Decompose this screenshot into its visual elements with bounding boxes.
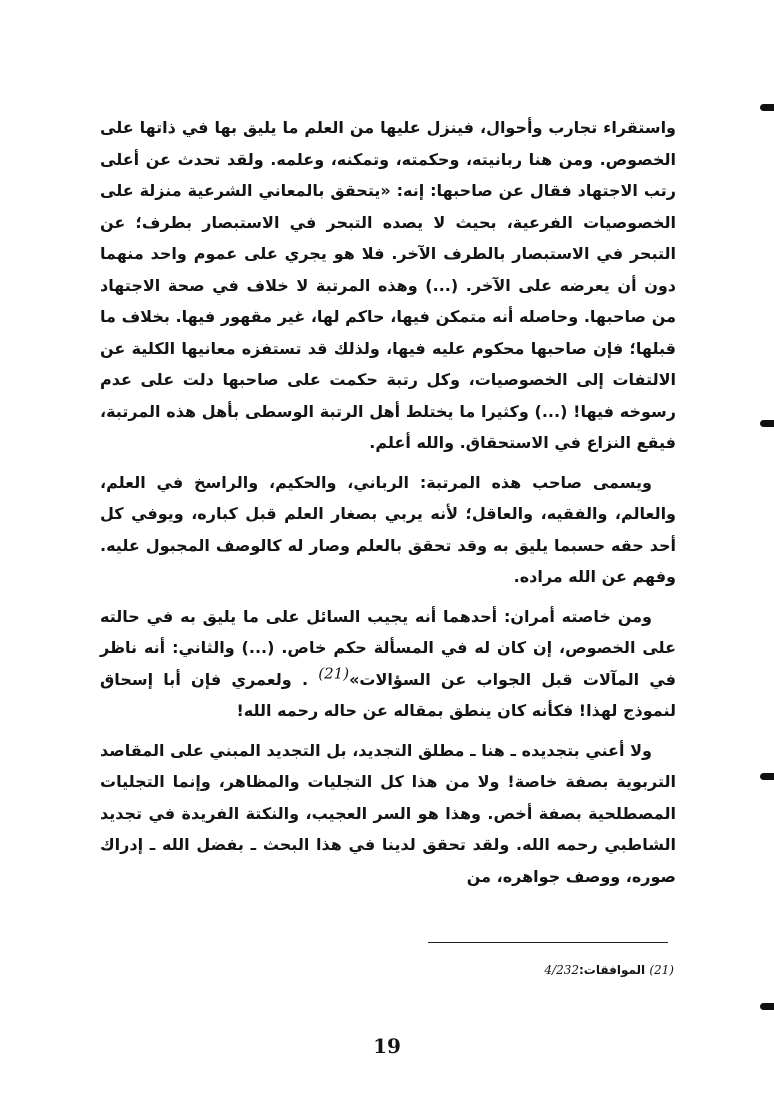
footnote-reference: 4/232 xyxy=(544,963,579,977)
scan-edge-mark xyxy=(760,773,774,780)
body-text xyxy=(100,112,676,900)
scan-edge-mark xyxy=(760,1003,774,1010)
paragraph-2: ويسمى صاحب هذه المرتبة: الرباني، والحكيم، والراسخ في العلم، والعالم، والفقيه، والعاقل؛ لأنه يربي بصغار العلم قبل كباره، ويوفي كل أحد حقه حسبما يليق به وقد تحقق بالعلم وصار له كالوصف المجبول عليه. وفهم عن الله مراده. xyxy=(100,472,676,586)
scan-edge-mark xyxy=(760,420,774,427)
page-number: 19 xyxy=(373,1034,401,1058)
scan-edge-mark xyxy=(760,104,774,111)
paragraph-1: واستقراء تجارب وأحوال، فينزل عليها من العلم ما يليق بها في ذاتها على الخصوص. ومن هنا ربانيته، وحكمته، وتمكنه، وعلمه. ولقد تحدث عن أعلى رتب الاجتهاد فقال عن صاحبها: إنه: «يتحقق بالمعاني الشرعية منزلة على الخصوصيات الفرعية، بحيث لا يصده التبحر في الاستبصار بطرف؛ عن التبحر في الاستبصار بالطرف الآخر. فلا هو يجري على عموم واحد منهما دون أن يعرضه على الآخر. (...) وهذه المرتبة لا خلاف في صحة الاجتهاد من صاحبها. وحاصله أنه متمكن فيها، حاكم لها، غير مقهور فيها. بخلاف ما قبلها؛ فإن صاحبها محكوم عليه فيها، ولذلك قد تستفزه معانيها الكلية عن الالتفات إلى الخصوصيات، وكل رتبة حكمت على صاحبها دلت على عدم رسوخه فيها! (...) وكثيرا ما يختلط أهل الرتبة الوسطى بأهل هذه المرتبة، فيقع النزاع في الاستحقاق. والله أعلم. xyxy=(100,118,676,452)
footnote-source: الموافقات: xyxy=(579,963,646,977)
footnote xyxy=(400,960,674,980)
paragraph-3-continuation: . ولعمري فإن أبا إسحاق لنموذج لهذا! فكأنه كان ينطق بمقاله عن حاله رحمه الله! xyxy=(100,669,676,720)
paragraph-3 xyxy=(100,601,676,727)
paragraph-4: ولا أعني بتجديده ـ هنا ـ مطلق التجديد، بل التجديد المبني على المقاصد التربوية بصفة خاصة! ولا من هذا كل التجليات والمظاهر، وإنما التجليات المصطلحية بصفة أخص. وهذا هو السر العجيب، والنكتة الفريدة في تجديد الشاطبي رحمه الله. ولقد تحقق لدينا في هذا البحث ـ بفضل الله ـ إدراك صوره، ووصف جواهره، من xyxy=(100,740,676,886)
footnote-number: (21) xyxy=(649,963,674,977)
footnote-divider xyxy=(428,942,668,943)
footnote-marker[interactable]: (21) xyxy=(318,664,350,683)
paragraph-3-quote: ومن خاصته أمران: أحدهما أنه يجيب السائل على ما يليق به في حالته على الخصوص، إن كان له في المسألة حكم خاص. (...) والثاني: أنه ناظر في المآلات قبل الجواب عن السؤالات» xyxy=(100,606,676,689)
